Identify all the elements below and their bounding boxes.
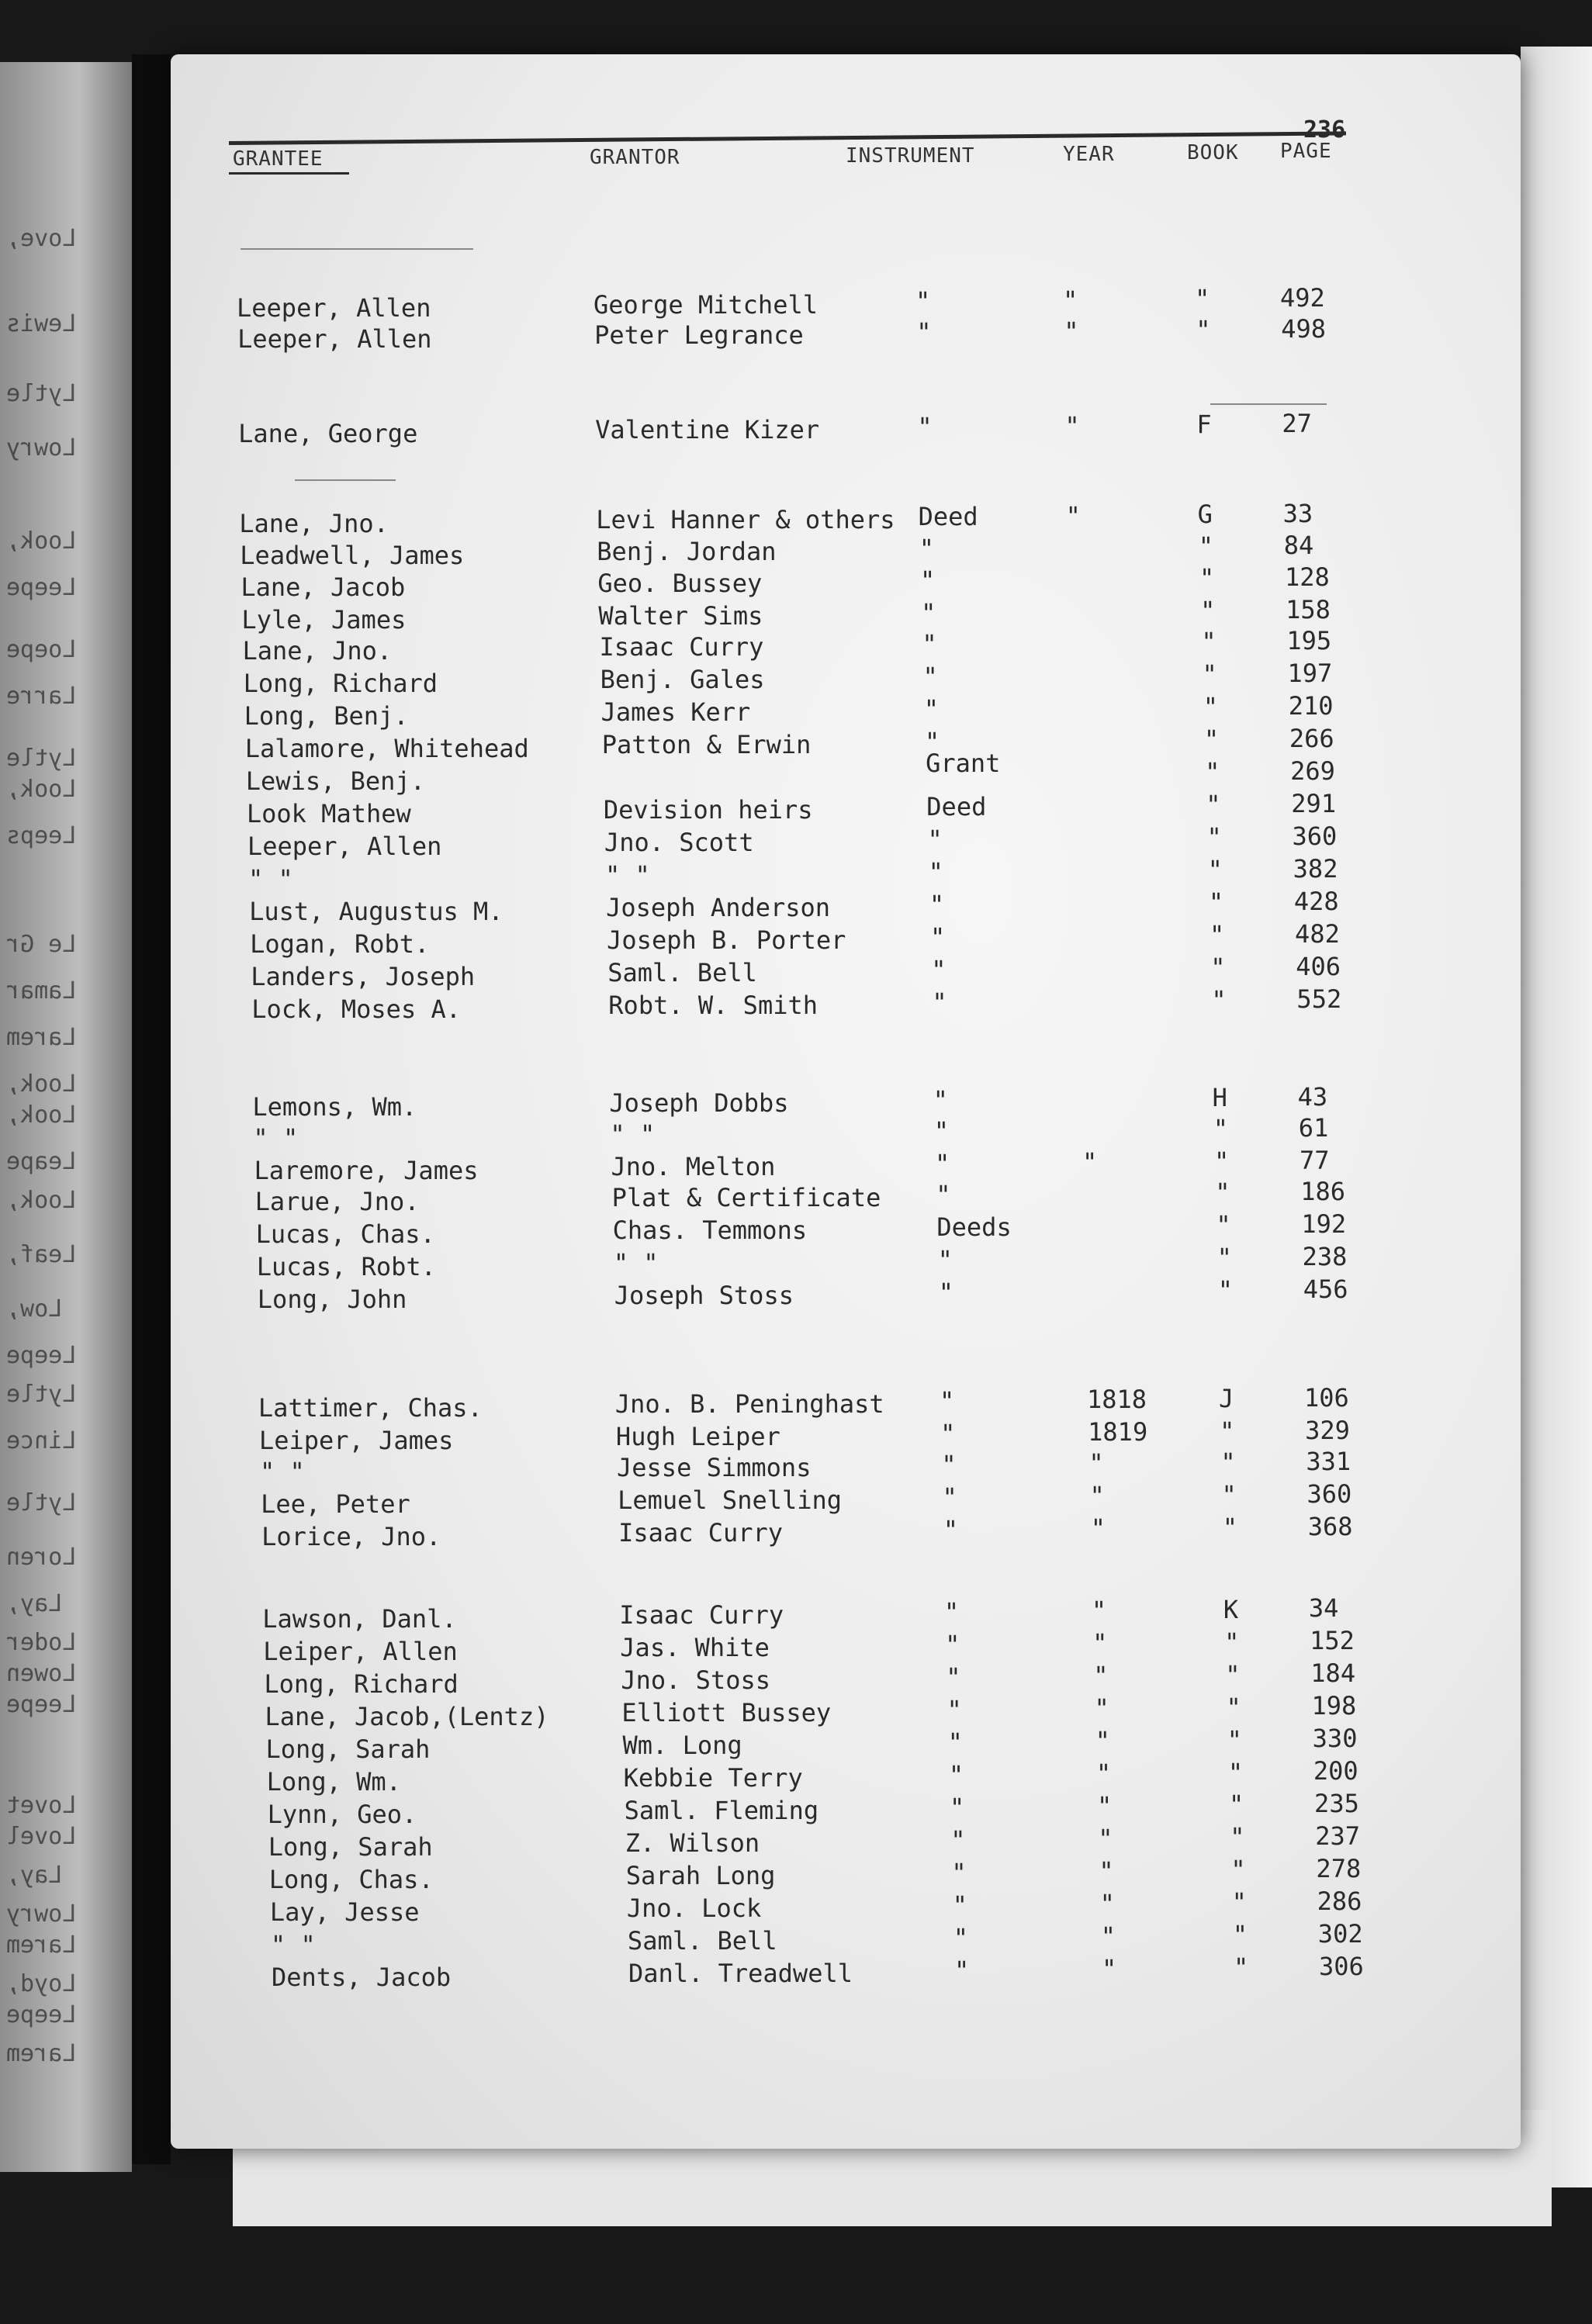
grantor-cell: Elliott Bussey xyxy=(621,1698,832,1728)
grantor-cell: Levi Hanner & others xyxy=(596,505,895,535)
page-cell: 27 xyxy=(1282,408,1312,438)
left-page-text-fragment: Leeps xyxy=(6,822,77,849)
grantor-cell: Jas. White xyxy=(620,1633,770,1663)
left-page-text-fragment: Larem xyxy=(6,2040,77,2067)
grantor-cell: Patton & Erwin xyxy=(601,730,812,760)
instrument-cell: " xyxy=(916,317,932,348)
grantee-cell: Lane, Jacob xyxy=(241,572,406,602)
book-cell: " xyxy=(1210,919,1225,949)
left-page-text-fragment: Leepe xyxy=(6,1342,77,1369)
year-cell: " xyxy=(1063,285,1078,315)
grantee-cell: " " xyxy=(253,1122,299,1153)
page-cell: 360 xyxy=(1306,1478,1352,1509)
instrument-cell: " xyxy=(929,890,945,920)
year-cell: " xyxy=(1093,1661,1109,1691)
grantee-cell: Lynn, Geo. xyxy=(267,1799,417,1829)
year-cell: " xyxy=(1098,1824,1113,1854)
grantor-cell: Geo. Bussey xyxy=(597,569,763,599)
book-cell: " xyxy=(1213,1113,1229,1143)
grantee-cell: Lewis, Benj. xyxy=(245,766,425,796)
page-cell: 152 xyxy=(1310,1626,1355,1656)
instrument-cell: " xyxy=(947,1695,962,1725)
grantee-cell: Lock, Moses A. xyxy=(251,994,461,1024)
book-cell: " xyxy=(1217,1274,1234,1305)
instrument-cell: " xyxy=(933,1085,948,1115)
instrument-cell: " xyxy=(951,1857,967,1887)
page-cell: 34 xyxy=(1308,1593,1339,1624)
left-page-text-fragment: Low, xyxy=(6,1295,63,1323)
page-cell: 382 xyxy=(1293,853,1338,884)
header-grantor: GRANTOR xyxy=(590,146,680,169)
page-cell: 498 xyxy=(1281,313,1326,344)
instrument-cell: " xyxy=(936,1180,951,1210)
instrument-cell: " xyxy=(932,987,947,1018)
grantee-cell: Long, Benj. xyxy=(244,700,409,731)
page-cell: 368 xyxy=(1307,1511,1353,1541)
year-cell: " xyxy=(1089,1481,1105,1511)
book-cell: " xyxy=(1230,1822,1245,1852)
header-instrument: INSTRUMENT xyxy=(846,144,975,168)
instrument-cell: " xyxy=(952,1890,967,1920)
book-cell: " xyxy=(1210,952,1226,982)
page-cell: 302 xyxy=(1317,1919,1363,1949)
left-page-text-fragment: Lewis xyxy=(6,310,77,337)
grantee-cell: Lorice, Jno. xyxy=(261,1521,441,1551)
instrument-cell: " xyxy=(927,825,943,855)
instrument-cell: " xyxy=(938,1278,954,1308)
book-cell: " xyxy=(1221,1479,1237,1510)
grantee-cell: Look Mathew xyxy=(246,798,411,828)
instrument-cell: " xyxy=(924,727,940,757)
grantee-cell: Landers, Joseph xyxy=(251,961,476,991)
page-cell: 330 xyxy=(1312,1724,1358,1754)
grantor-cell: Walter Sims xyxy=(598,601,763,631)
book-cell: " xyxy=(1201,626,1216,656)
page-cell: 200 xyxy=(1313,1756,1358,1786)
instrument-cell: " xyxy=(939,1386,955,1416)
grantee-cell: Long, Sarah xyxy=(265,1734,431,1764)
page-cell: 329 xyxy=(1305,1415,1350,1445)
instrument-cell: " xyxy=(917,412,933,442)
grantee-cell: " " xyxy=(248,863,293,894)
grantor-cell: " " xyxy=(610,1119,656,1150)
page-cell: 61 xyxy=(1298,1112,1329,1143)
left-page-text-fragment: Love, xyxy=(6,225,77,252)
year-cell: " xyxy=(1064,316,1079,346)
grantee-cell: Long, Chas. xyxy=(268,1864,434,1894)
left-page-text-fragment: Lince xyxy=(6,1427,77,1454)
left-page-text-fragment: Lowen xyxy=(6,1660,77,1687)
year-cell: " xyxy=(1102,1954,1117,1984)
page-cell: 331 xyxy=(1306,1446,1351,1476)
year-cell: " xyxy=(1082,1147,1098,1178)
page-cell: 552 xyxy=(1296,984,1342,1014)
book-cell: " xyxy=(1205,756,1220,787)
left-page-text-fragment: Lowry xyxy=(6,1900,77,1928)
year-cell: " xyxy=(1088,1448,1104,1478)
instrument-cell: " xyxy=(937,1245,953,1275)
instrument-cell: " xyxy=(950,1793,965,1823)
year-cell: " xyxy=(1095,1726,1110,1756)
page-cell: 33 xyxy=(1282,498,1313,528)
book-cell: " xyxy=(1206,821,1222,852)
year-cell: 1818 xyxy=(1086,1385,1147,1415)
book-cell: " xyxy=(1222,1512,1237,1542)
left-page-text-fragment: Leape xyxy=(6,1148,77,1175)
grantor-cell: " " xyxy=(605,860,650,891)
grantor-cell: Z. Wilson xyxy=(625,1828,760,1859)
book-cell: " xyxy=(1199,562,1215,593)
page-cell: 360 xyxy=(1292,821,1338,851)
page-cell: 306 xyxy=(1319,1952,1364,1982)
left-page-text-fragment: Leaf, xyxy=(6,1241,77,1268)
instrument-cell: " xyxy=(945,1630,960,1660)
grantor-cell: Robt. W. Smith xyxy=(608,991,818,1021)
year-cell: " xyxy=(1092,1628,1108,1658)
grantor-cell: Danl. Treadwell xyxy=(628,1959,853,1989)
instrument-cell: " xyxy=(935,1149,950,1179)
page-cell: 158 xyxy=(1286,594,1331,624)
header-book: BOOK xyxy=(1187,141,1239,164)
page-cell: 406 xyxy=(1296,951,1341,981)
header-underline xyxy=(229,172,349,175)
instrument-cell: " xyxy=(921,598,936,628)
book-cell: " xyxy=(1220,1447,1236,1477)
grantor-cell: Peter Legrance xyxy=(594,320,804,351)
book-cell: J xyxy=(1218,1383,1234,1413)
left-page-text-fragment: Lay, xyxy=(6,1862,63,1889)
grantee-cell: Lucas, Chas. xyxy=(255,1219,435,1249)
group-separator xyxy=(295,479,396,481)
grantee-cell: Logan, Robt. xyxy=(250,929,430,959)
year-cell: " xyxy=(1090,1513,1106,1544)
book-cell: " xyxy=(1208,887,1224,917)
grantor-cell: Valentine Kizer xyxy=(595,415,820,445)
instrument-cell: " xyxy=(950,1825,966,1855)
grantee-cell: Lemons, Wm. xyxy=(252,1091,417,1122)
year-cell: " xyxy=(1097,1791,1113,1821)
left-page-text-fragment: Look, xyxy=(6,1070,77,1098)
page-cell: 482 xyxy=(1295,918,1340,949)
left-page-text-fragment: Loepe xyxy=(6,636,77,663)
grantee-cell: Laremore, James xyxy=(254,1155,479,1185)
left-page-text-fragment: Look, xyxy=(6,1101,77,1129)
year-cell: " xyxy=(1064,410,1080,441)
grantor-cell: Benj. Jordan xyxy=(597,537,777,567)
grantor-cell: Sarah Long xyxy=(625,1861,776,1891)
book-cell: " xyxy=(1207,854,1223,884)
year-cell: " xyxy=(1099,1856,1114,1887)
book-cell: F xyxy=(1196,409,1212,439)
grantee-cell: Leeper, Allen xyxy=(237,323,432,354)
book-cell: " xyxy=(1227,1757,1244,1787)
grantor-cell: Devision heirs xyxy=(603,795,813,825)
instrument-cell: " xyxy=(919,534,935,564)
left-page-text-fragment: Lytle xyxy=(6,1381,77,1408)
instrument-cell: " xyxy=(933,1116,950,1146)
page-number: 236 xyxy=(1303,116,1346,144)
book-cell: G xyxy=(1197,499,1213,529)
page-cell: 128 xyxy=(1284,562,1330,592)
instrument-cell: " xyxy=(930,922,946,953)
grantee-cell: Long, John xyxy=(257,1284,407,1314)
header-year: YEAR xyxy=(1063,143,1115,166)
page-cell: 186 xyxy=(1300,1176,1345,1206)
left-page-text-fragment: Leepe xyxy=(6,1691,77,1718)
page-cell: 43 xyxy=(1297,1081,1328,1112)
page-cell: 106 xyxy=(1303,1382,1349,1413)
grantee-cell: Lee, Peter xyxy=(261,1489,410,1519)
left-page-text-fragment: Lay, xyxy=(6,1590,63,1617)
page-cell: 238 xyxy=(1302,1241,1348,1271)
year-cell: " xyxy=(1094,1693,1109,1724)
left-page-text-fragment: Lytle xyxy=(6,380,77,407)
grantor-cell: " " xyxy=(613,1248,659,1278)
grantee-cell: " " xyxy=(260,1456,305,1486)
grantor-cell: Wm. Long xyxy=(622,1731,742,1761)
book-cell: " xyxy=(1224,1627,1240,1657)
book-cell: K xyxy=(1223,1594,1239,1624)
grantor-cell: Kebbie Terry xyxy=(623,1763,803,1793)
book-cell: " xyxy=(1229,1790,1244,1820)
grantee-cell: Lane, Jno. xyxy=(239,508,389,538)
book-cell: " xyxy=(1232,1920,1248,1950)
grantor-cell: Joseph Stoss xyxy=(614,1281,794,1311)
grantee-cell: Lattimer, Chas. xyxy=(258,1392,483,1423)
grantee-cell: Long, Sarah xyxy=(268,1831,433,1862)
grantee-cell: Leadwell, James xyxy=(240,540,465,570)
page-cell: 237 xyxy=(1315,1821,1361,1852)
page-cell: 492 xyxy=(1280,282,1325,313)
instrument-cell: " xyxy=(931,955,947,985)
left-page-text-fragment: Leepe xyxy=(6,2001,77,2028)
book-cell: " xyxy=(1230,1855,1246,1885)
left-page-text-fragment: Loyd, xyxy=(6,1970,77,1997)
book-cell: " xyxy=(1220,1416,1235,1446)
grantee-cell: Dents, Jacob xyxy=(272,1962,452,1992)
grantor-cell: Isaac Curry xyxy=(619,1600,784,1631)
book-cell: " xyxy=(1226,1692,1241,1722)
grantor-cell: Benj. Gales xyxy=(600,665,765,695)
grantor-cell: Joseph Dobbs xyxy=(609,1088,789,1119)
left-page-text-fragment: Larem xyxy=(6,1931,77,1959)
year-cell: " xyxy=(1091,1596,1107,1626)
grantee-cell: Long, Wm. xyxy=(266,1766,401,1797)
book-cell: " xyxy=(1206,789,1221,819)
grantor-cell: George Mitchell xyxy=(594,289,818,320)
instrument-cell: " xyxy=(915,286,931,316)
grantor-cell: Jesse Simmons xyxy=(617,1453,812,1483)
page-cell: 84 xyxy=(1283,530,1314,560)
left-page-text-fragment: Loren xyxy=(6,1544,77,1571)
left-page-text-fragment: Leepe xyxy=(6,574,77,601)
instrument-cell: Grant xyxy=(926,749,1001,779)
grantee-cell: Lay, Jesse xyxy=(269,1897,420,1927)
left-page-text-fragment: Larem xyxy=(6,1024,77,1051)
left-page-fragment xyxy=(0,62,132,2172)
page-cell: 192 xyxy=(1301,1209,1347,1239)
grantor-cell: Chas. Temmons xyxy=(612,1216,808,1246)
header-rule xyxy=(229,131,1346,145)
grantor-cell: Lemuel Snelling xyxy=(618,1485,843,1516)
grantor-cell: Jno. Stoss xyxy=(621,1665,770,1696)
book-cell: " xyxy=(1200,595,1216,625)
grantee-cell: Leeper, Allen xyxy=(237,293,431,323)
year-cell: 1819 xyxy=(1088,1417,1148,1447)
instrument-cell: " xyxy=(922,662,938,692)
grantee-cell: Lyle, James xyxy=(241,604,407,635)
left-page-text-fragment: Lytle xyxy=(6,745,77,772)
page-cell: 198 xyxy=(1311,1691,1357,1721)
year-cell: " xyxy=(1095,1759,1112,1789)
left-page-text-fragment: Lowry xyxy=(6,434,77,462)
left-page-text-fragment: Loder xyxy=(6,1629,77,1656)
page-cell: 266 xyxy=(1289,723,1334,753)
page-cell: 286 xyxy=(1317,1887,1362,1917)
grantee-cell: Lust, Augustus M. xyxy=(249,896,504,926)
header-grantee: GRANTEE xyxy=(233,147,324,171)
grantor-cell: Joseph Anderson xyxy=(606,893,831,923)
book-cell: " xyxy=(1234,1952,1249,1983)
binding-strip xyxy=(132,54,171,2164)
grantee-cell: Lane, George xyxy=(238,418,418,448)
grantee-cell: Leiper, Allen xyxy=(263,1636,458,1666)
instrument-cell: " xyxy=(954,1955,970,1985)
grantee-cell: Long, Richard xyxy=(243,668,438,698)
grantee-cell: Leeper, Allen xyxy=(247,831,442,861)
page-cell: 235 xyxy=(1314,1789,1359,1819)
book-cell: H xyxy=(1212,1082,1227,1112)
instrument-cell: " xyxy=(946,1662,961,1693)
instrument-cell: " xyxy=(948,1760,964,1790)
left-page-text-fragment: Lytle xyxy=(6,1489,77,1516)
book-cell: " xyxy=(1196,314,1211,344)
book-cell: " xyxy=(1231,1887,1247,1918)
right-page-edge xyxy=(1521,47,1592,2187)
year-cell: " xyxy=(1065,500,1081,531)
page-cell: 269 xyxy=(1290,756,1335,786)
instrument-cell: " xyxy=(953,1922,969,1952)
instrument-cell: Deed xyxy=(918,502,978,532)
instrument-cell: " xyxy=(941,1450,957,1480)
page-cell: 195 xyxy=(1286,625,1332,655)
grantor-cell: Hugh Leiper xyxy=(615,1422,780,1452)
grantor-cell: Jno. Melton xyxy=(611,1152,776,1182)
book-cell: " xyxy=(1227,1724,1242,1755)
page-cell: 197 xyxy=(1287,658,1333,688)
grantor-cell: James Kerr xyxy=(600,697,751,728)
group-separator xyxy=(241,248,473,250)
header-page: PAGE xyxy=(1280,140,1332,163)
book-cell: " xyxy=(1216,1209,1231,1240)
book-cell: " xyxy=(1225,1659,1241,1689)
instrument-cell: " xyxy=(922,629,937,659)
grantor-cell: Jno. Lock xyxy=(626,1893,762,1924)
grantor-cell: Plat & Certificate xyxy=(611,1183,881,1213)
book-cell: " xyxy=(1215,1177,1230,1207)
page-cell: 77 xyxy=(1300,1145,1330,1175)
grantee-cell: " " xyxy=(270,1929,316,1959)
grantee-cell: Lane, Jacob,(Lentz) xyxy=(265,1701,549,1731)
group-separator xyxy=(1210,403,1327,405)
page-cell: 456 xyxy=(1303,1274,1348,1304)
instrument-cell: " xyxy=(943,1515,958,1545)
grantor-cell: Saml. Bell xyxy=(627,1926,777,1956)
instrument-cell: Deed xyxy=(926,792,987,822)
left-page-text-fragment: Look, xyxy=(6,1187,77,1214)
grantee-cell: Lane, Jno. xyxy=(242,635,393,666)
grantee-cell: Leiper, James xyxy=(258,1425,454,1455)
grantee-cell: Lawson, Danl. xyxy=(262,1603,457,1634)
grantor-cell: Saml. Fleming xyxy=(624,1796,819,1826)
instrument-cell: " xyxy=(942,1482,957,1513)
book-cell: " xyxy=(1202,659,1217,689)
book-cell: " xyxy=(1198,531,1214,561)
grantor-cell: Jno. Scott xyxy=(604,828,754,858)
instrument-cell: " xyxy=(940,1419,956,1449)
instrument-cell: " xyxy=(928,857,943,887)
book-cell: " xyxy=(1203,691,1218,721)
book-cell: " xyxy=(1211,984,1227,1015)
grantor-cell: Isaac Curry xyxy=(599,632,764,662)
left-page-text-fragment: Larre xyxy=(6,683,77,710)
page-cell: 184 xyxy=(1310,1658,1356,1689)
book-cell: " xyxy=(1203,724,1220,754)
page-cell: 428 xyxy=(1293,886,1339,916)
page-cell: 291 xyxy=(1291,788,1337,818)
instrument-cell: " xyxy=(947,1727,963,1758)
page-cell: 210 xyxy=(1288,690,1334,721)
grantor-cell: Saml. Bell xyxy=(607,958,757,988)
left-page-text-fragment: Lovet xyxy=(6,1792,77,1819)
book-cell: " xyxy=(1195,283,1210,313)
grantee-cell: Lalamore, Whitehead xyxy=(244,733,529,763)
left-page-text-fragment: Le Gr xyxy=(6,931,77,958)
document-page xyxy=(171,54,1521,2149)
book-cell: " xyxy=(1216,1242,1232,1272)
left-page-text-fragment: Lamar xyxy=(6,977,77,1005)
grantor-cell: Isaac Curry xyxy=(618,1518,784,1548)
instrument-cell: " xyxy=(919,565,936,596)
left-page-text-fragment: Look, xyxy=(6,527,77,555)
instrument-cell: " xyxy=(943,1597,960,1627)
grantor-cell: Jno. B. Peninghast xyxy=(614,1389,884,1420)
grantee-cell: Larue, Jno. xyxy=(254,1186,420,1216)
page-cell: 278 xyxy=(1316,1854,1362,1884)
grantee-cell: Lucas, Robt. xyxy=(256,1251,436,1281)
year-cell: " xyxy=(1099,1889,1115,1919)
instrument-cell: Deeds xyxy=(936,1212,1012,1243)
instrument-cell: " xyxy=(923,694,939,725)
left-page-text-fragment: Look, xyxy=(6,776,77,803)
left-page-text-fragment: Lovel xyxy=(6,1823,77,1850)
grantee-cell: Long, Richard xyxy=(264,1669,459,1699)
year-cell: " xyxy=(1100,1921,1116,1952)
grantor-cell: Joseph B. Porter xyxy=(607,925,846,956)
book-cell: " xyxy=(1214,1146,1230,1176)
